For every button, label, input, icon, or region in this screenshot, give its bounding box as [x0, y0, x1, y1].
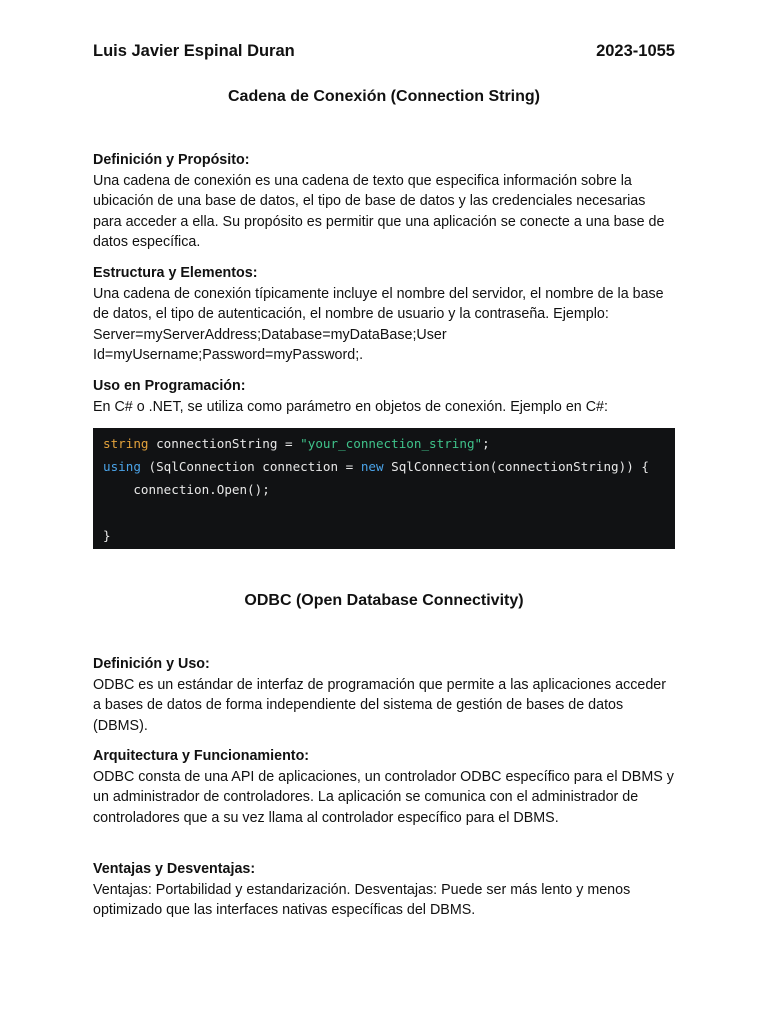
- author-name: Luis Javier Espinal Duran: [93, 42, 295, 60]
- odbc-architecture-section: [93, 746, 675, 828]
- structure-section: [93, 263, 675, 366]
- programming-use-body: En C# o .NET, se utiliza como parámetro en objetos de conexión. Ejemplo en C#:: [93, 398, 608, 415]
- programming-use-heading: Uso en Programación:: [93, 378, 246, 394]
- odbc-pros-cons-heading: Ventajas y Desventajas:: [93, 861, 256, 877]
- odbc-definition-body: ODBC es un estándar de interfaz de programación que permite a las aplicaciones acceder a bases de datos de forma independiente del sistema de gestión de bases de datos (DBMS).: [93, 676, 666, 734]
- odbc-pros-cons-body: Ventajas: Portabilidad y estandarización. Desventajas: Puede ser más lento y menos optimizado que las interfaces nativas específicas del DBMS.: [93, 881, 631, 919]
- code-line-3: connection.Open();: [103, 482, 270, 497]
- definition-heading: Definición y Propósito:: [93, 152, 250, 168]
- odbc-pros-cons-section: [93, 859, 675, 921]
- code-line-5: }: [103, 528, 111, 543]
- student-id: 2023-1055: [596, 42, 675, 60]
- code-line-2: using (SqlConnection connection = new SqlConnection(connectionString)) {: [103, 459, 649, 474]
- code-snippet: [93, 428, 675, 549]
- section-title-odbc: ODBC (Open Database Connectivity): [244, 592, 524, 609]
- odbc-architecture-heading: Arquitectura y Funcionamiento:: [93, 748, 310, 764]
- odbc-architecture-body: ODBC consta de una API de aplicaciones, un controlador ODBC específico para el DBMS y un administrador de controladores. La aplicación se comunica con el administrador de controladores que a su vez llama al controlador específico para el DBMS.: [93, 768, 674, 826]
- odbc-definition-section: [93, 654, 675, 736]
- code-line-1: string connectionString = "your_connection_string";: [103, 436, 490, 451]
- definition-body: Una cadena de conexión es una cadena de texto que especifica información sobre la ubicación de una base de datos, el tipo de base de datos y las credenciales necesarias para acceder a ella. Su propósito es permitir que una aplicación se conecte a una base de datos específica.: [93, 172, 665, 251]
- programming-use-section: [93, 376, 675, 417]
- odbc-definition-heading: Definición y Uso:: [93, 656, 210, 672]
- section-title-connection-string: Cadena de Conexión (Connection String): [227, 88, 540, 105]
- definition-section: [93, 150, 675, 253]
- page-header: [93, 42, 675, 61]
- structure-body: Una cadena de conexión típicamente incluye el nombre del servidor, el nombre de la base de datos, el tipo de autenticación, el nombre de usuario y la contraseña. Ejemplo: Server=myServerAddress;Database=myDataBase;User Id=myUsername;Password=myPassword;.: [93, 285, 664, 364]
- structure-heading: Estructura y Elementos:: [93, 265, 258, 281]
